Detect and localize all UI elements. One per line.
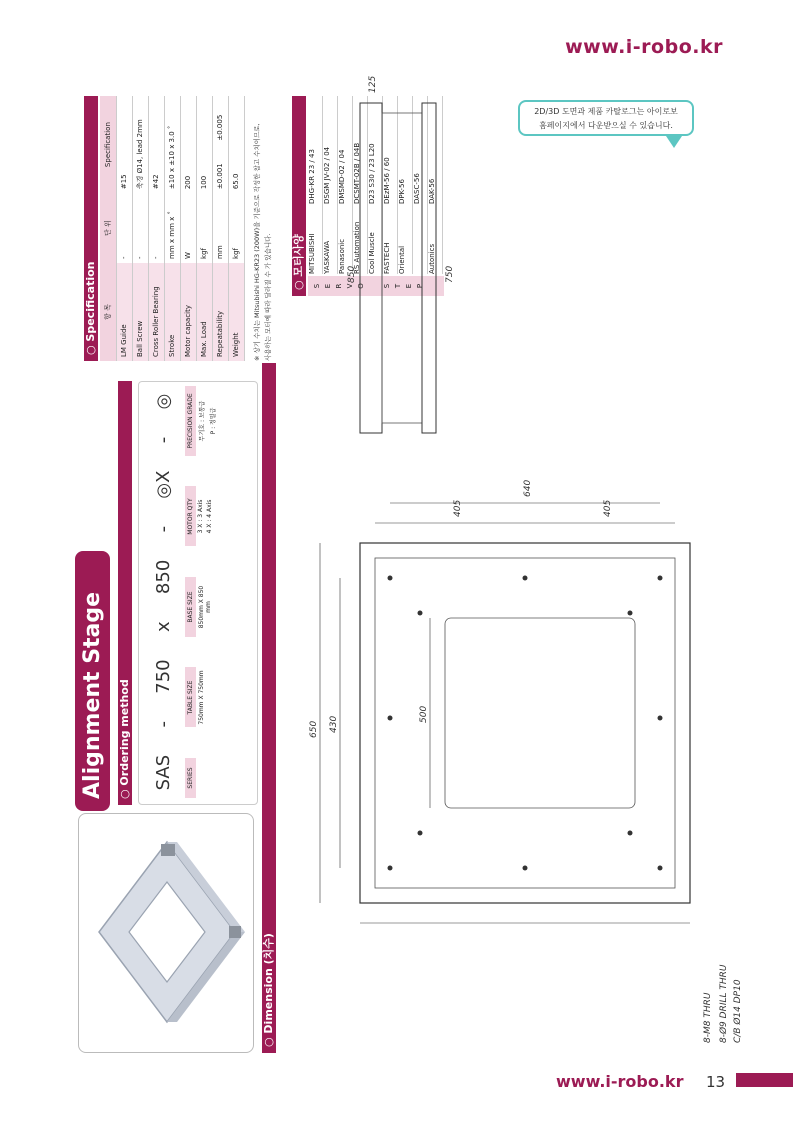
spec-note (252, 96, 274, 361)
dash-1: - (153, 721, 174, 728)
dim-lines (320, 503, 690, 923)
precision-label: PRECISION GRADE (185, 386, 196, 456)
table-outline (375, 558, 675, 888)
motor-brand: Autonics (428, 243, 436, 274)
spec-value: 200 (180, 96, 196, 193)
side-view-base (422, 103, 436, 433)
ordering-section-header: ○ Ordering method (118, 381, 132, 805)
motor-code: ◎X (153, 470, 174, 499)
ordering-box (138, 381, 258, 805)
footer-url[interactable]: www.i-robo.kr (556, 1072, 684, 1091)
spec-section-header: ○ Specification (84, 96, 98, 361)
spec-row (116, 96, 132, 361)
spec-row (132, 96, 148, 361)
spec-header-row (100, 96, 116, 361)
spec-row (164, 96, 180, 361)
spec-value: #15 (116, 96, 132, 193)
spec-item: Weight (228, 263, 244, 361)
product-photo (78, 813, 254, 1053)
motor-qty-label-block (185, 487, 218, 547)
dim-label: 405 (603, 499, 613, 517)
spec-item: LM Guide (116, 263, 132, 361)
spec-item: Cross Roller Bearing (148, 263, 164, 361)
note-m8: 8-M8 THRU (703, 992, 713, 1043)
ordering-label-row (185, 386, 218, 798)
spec-item: Ball Screw (132, 263, 148, 361)
motor-qty-sub-1: 3 X : 3 Axis (197, 499, 204, 534)
spec-unit: - (116, 193, 132, 263)
dim-label: 125 (368, 75, 378, 93)
motor-model: DCSMT-02B / 04B (353, 142, 361, 204)
motor-section-header: ○ 모터사양 (292, 96, 306, 296)
series-code: SAS (153, 754, 174, 791)
spec-note-line-1: ※ 상기 수치는 Mitsubishi HG-KR23 (200W)을 기준으로 작성한 참고 수치이므로, (253, 123, 261, 361)
servo-letter: O (357, 283, 365, 289)
precision-sub-1: 무기호 : 보통급 (199, 400, 206, 442)
dim-label: 650 (309, 720, 319, 738)
dash-3: - (153, 436, 174, 444)
bubble-line-1: 2D/3D 도면과 제품 카탈로그는 아이로보 (534, 107, 678, 116)
servo-letter: E (324, 283, 332, 289)
series-label-block (185, 758, 218, 798)
spec-col-item: 항 목 (100, 263, 116, 361)
spec-table (100, 96, 245, 361)
spec-item: Stroke (164, 263, 180, 361)
table-size-code: 750 (153, 659, 174, 694)
step-letter: E (405, 283, 413, 289)
dim-labels (309, 480, 613, 738)
step-letter: S (383, 283, 391, 289)
dim-label: 640 (523, 479, 533, 497)
header-url[interactable]: www.i-robo.kr (565, 36, 723, 58)
spec-unit: - (132, 193, 148, 263)
base-size-code: 850 (153, 559, 174, 595)
spec-row (212, 96, 228, 361)
spec-value: #42 (148, 96, 164, 193)
motor-model: DAK-56 (428, 178, 436, 204)
table-size-sub: 750mm X 750mm (198, 670, 205, 725)
motor-qty-sub-2: 4 X : 4 Axis (206, 499, 213, 534)
spec-row (148, 96, 164, 361)
spec-note-line-2: 사용하는 모터에 따라 달라질 수 가 있습니다. (264, 233, 272, 361)
grade-code: ◎ (153, 393, 174, 410)
dim-label: 500 (419, 705, 429, 723)
motor-model: DASC-56 (413, 173, 421, 204)
spec-item: Motor capacity (180, 263, 196, 361)
bubble-line-2: 홈페이지에서 다운받으실 수 있습니다. (539, 121, 673, 130)
table-size-label: TABLE SIZE (185, 668, 196, 728)
stage-illustration (79, 812, 255, 1052)
spec-unit: W (180, 193, 196, 263)
motor-model: DMSMD-02 / 04 (338, 149, 346, 204)
spec-value: 100 (196, 96, 212, 193)
motor-brand: FASTECH (383, 242, 391, 274)
servo-letter: S (313, 283, 321, 289)
mount-holes (388, 576, 663, 871)
step-letter: T (394, 283, 402, 289)
motor-brand: RS Automation (353, 221, 361, 274)
spec-item: Repeatability (212, 263, 228, 361)
spec-unit: kgf (196, 193, 212, 263)
dim-label: 750 (445, 265, 455, 283)
spec-value: ±0.001 (212, 145, 228, 194)
table-size-label-block (185, 668, 218, 728)
dim-label: 405 (453, 499, 463, 517)
ordering-code-row (153, 380, 174, 804)
dim-label: 850 (347, 265, 357, 283)
spec-row (196, 96, 212, 361)
motor-brand: Oriental (398, 245, 406, 274)
x-separator: x (153, 621, 174, 633)
note-counterbore: C/B Ø14 DP10 (733, 979, 743, 1043)
base-outline (360, 543, 690, 903)
motor-qty-label: MOTOR QTY (185, 487, 196, 547)
spec-row (228, 96, 244, 361)
spec-row (180, 96, 196, 361)
spec-unit: - (148, 193, 164, 263)
spec-unit: mm (212, 193, 228, 263)
servo-letter: V (346, 283, 354, 289)
motor-model: DPK-56 (398, 179, 406, 204)
base-size-sub: 850mm X 850 mm (198, 585, 212, 629)
motor-brand: MITSUBISHI (308, 233, 316, 274)
series-label: SERIES (185, 758, 196, 798)
side-view-body (382, 113, 422, 423)
page-number: 13 (706, 1073, 726, 1091)
dimension-drawing (280, 73, 750, 1053)
center-opening (445, 618, 635, 808)
step-letter: P (416, 283, 424, 289)
spec-value: ±10 x ±10 x 3.0 ˚ (164, 96, 180, 193)
base-size-label: BASE SIZE (185, 577, 196, 637)
motor-model: DEzM-56 / 60 (383, 157, 391, 204)
dash-2: - (153, 525, 174, 533)
spec-col-specification: Specification (100, 96, 116, 193)
motor-brand: YASKAWA (323, 240, 331, 274)
drawing-notes (703, 964, 743, 1043)
note-drill: 8-Ø9 DRILL THRU (719, 964, 729, 1043)
motor-model: DHG-KR 23 / 43 (308, 149, 316, 204)
side-view-table (360, 103, 382, 433)
motor-brand: Cool Muscle (368, 232, 376, 274)
precision-sub-2: P : 정밀급 (210, 407, 217, 435)
dimension-section-header: ○ Dimension (치수) (262, 363, 276, 1053)
precision-label-block (185, 386, 218, 456)
spec-col-unit: 단 위 (100, 193, 116, 263)
dim-label: 430 (329, 715, 339, 733)
spec-value: 축경 Ø14, lead 2mm (132, 96, 148, 193)
spec-unit: mm x mm x ˚ (164, 193, 180, 263)
motor-model: D23 S30 / 23 L20 (368, 143, 376, 204)
spec-value: 65.0 (228, 96, 244, 193)
spec-value-precision: ±0.005 (212, 96, 228, 145)
side-dim-labels (347, 76, 455, 283)
motor-model: DSGM JV-02 / 04 (323, 146, 331, 204)
base-size-label-block (185, 577, 218, 637)
motor-brand: Panasonic (338, 238, 346, 274)
spec-item: Max. Load (196, 263, 212, 361)
servo-letter: R (335, 283, 343, 289)
page-title: Alignment Stage (75, 551, 110, 811)
spec-unit: kgf (228, 193, 244, 263)
